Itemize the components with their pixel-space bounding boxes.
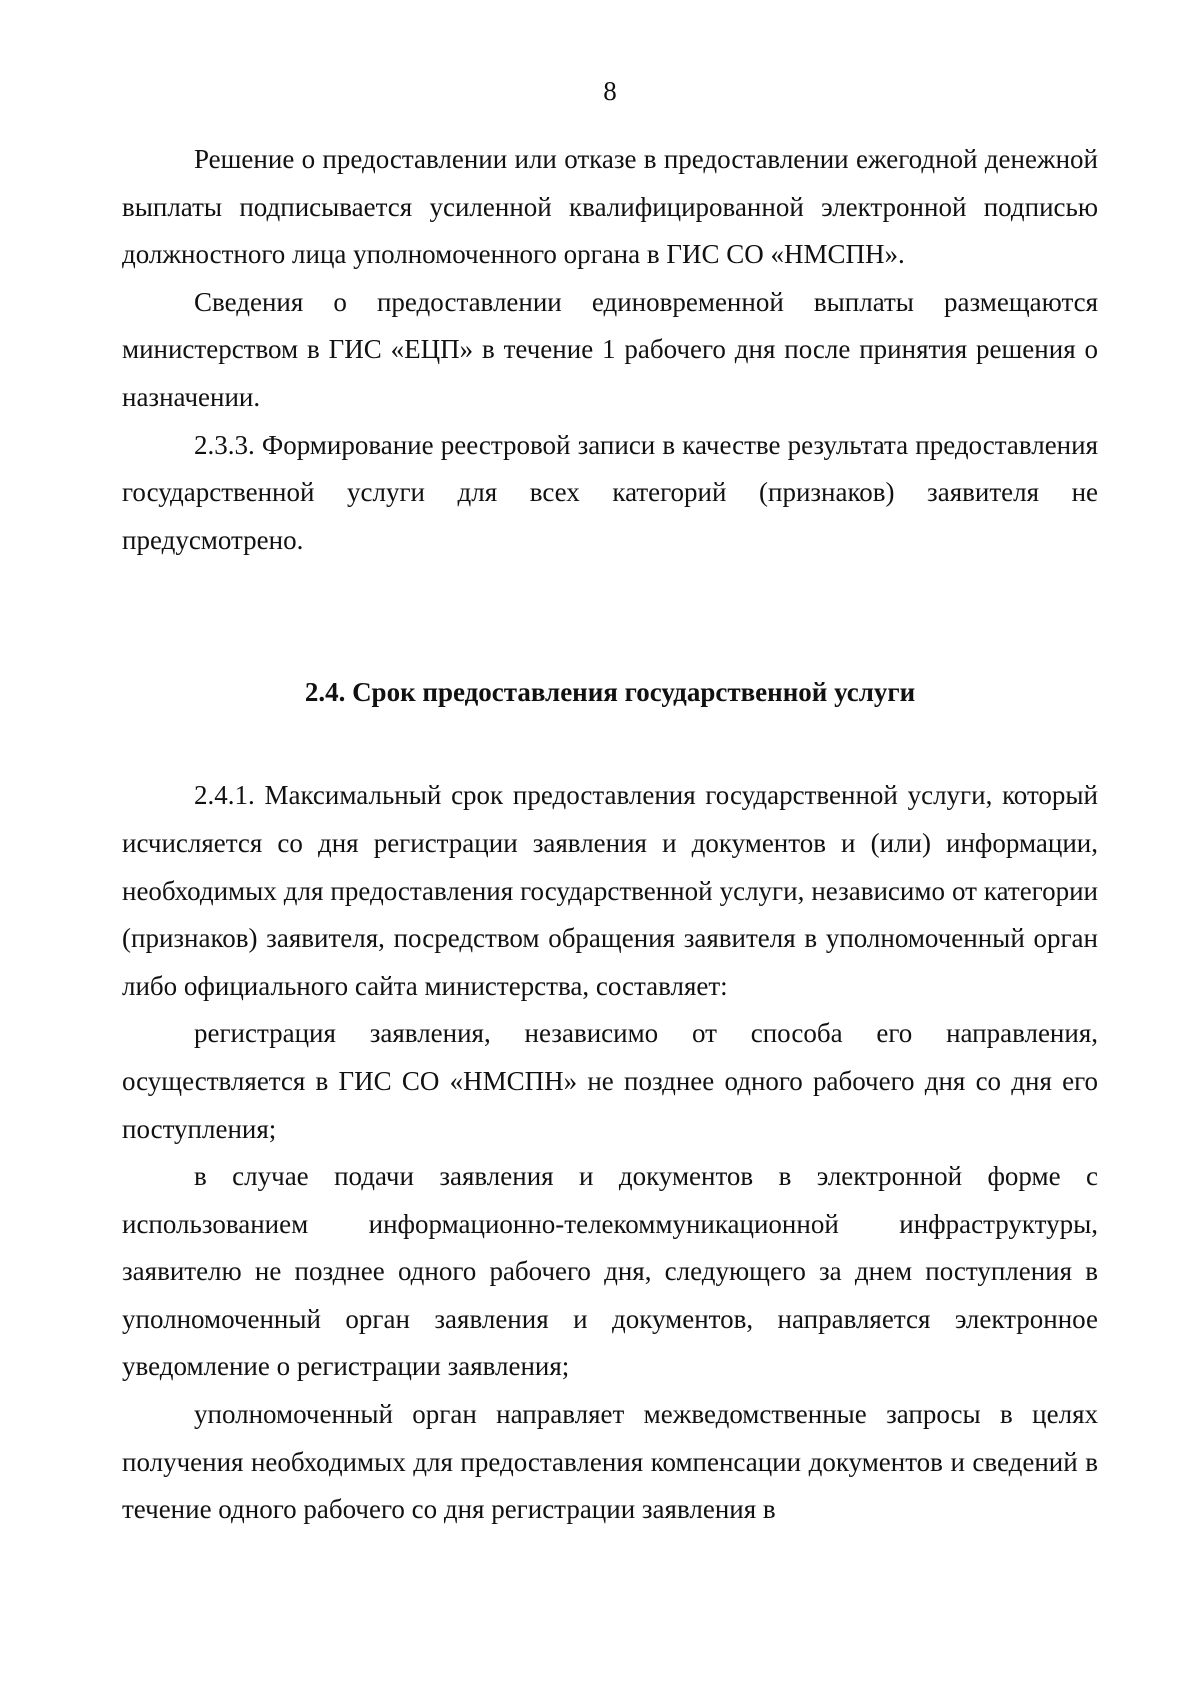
section-heading-2-4: 2.4. Срок предоставления государственной услуги <box>304 677 916 708</box>
page-number: 8 <box>603 76 617 106</box>
paragraph-2-4-1: 2.4.1. Максимальный срок предоставления государственной услуги, который исчисляется со дня регистрации заявления и документов и (или) информации, необходимых для предоставления государственной услуги, независимо от категории (признаков) заявителя, посредством обращения заявителя в уполномоченный орган либо официального сайта министерства, составляет: <box>122 780 1098 1001</box>
paragraph-registration: регистрация заявления, независимо от способа его направления, осуществляется в ГИС СО «НМСПН» не позднее одного рабочего дня со дня его поступления; <box>122 1018 1098 1144</box>
paragraph-payment-info: Сведения о предоставлении единовременной выплаты размещаются министерством в ГИС «ЕЦП» в течение 1 рабочего дня после принятия решения о назначении. <box>122 286 1098 412</box>
paragraph-decision-signature: Решение о предоставлении или отказе в предоставлении ежегодной денежной выплаты подписывается усиленной квалифицированной электронной подписью должностного лица уполномоченного органа в ГИС СО «НМСПН». <box>122 144 1098 270</box>
paragraph-electronic-submission: в случае подачи заявления и документов в электронной форме с использованием информационно-телекоммуникационной инфраструктуры, заявителю не позднее одного рабочего дня, следующего за днем поступления в уполномоченный орган заявления и документов, направляется электронное уведомление о регистрации заявления; <box>122 1161 1098 1382</box>
document-body <box>122 136 1098 1534</box>
paragraph-2-3-3: 2.3.3. Формирование реестровой записи в качестве результата предоставления государственной услуги для всех категорий (признаков) заявителя не предусмотрено. <box>122 429 1098 555</box>
spacer <box>122 712 1098 772</box>
spacer <box>122 564 1098 672</box>
paragraph-interagency-requests: уполномоченный орган направляет межведомственные запросы в целях получения необходимых для предоставления компенсации документов и сведений в течение одного рабочего со дня регистрации заявления в <box>122 1399 1098 1525</box>
